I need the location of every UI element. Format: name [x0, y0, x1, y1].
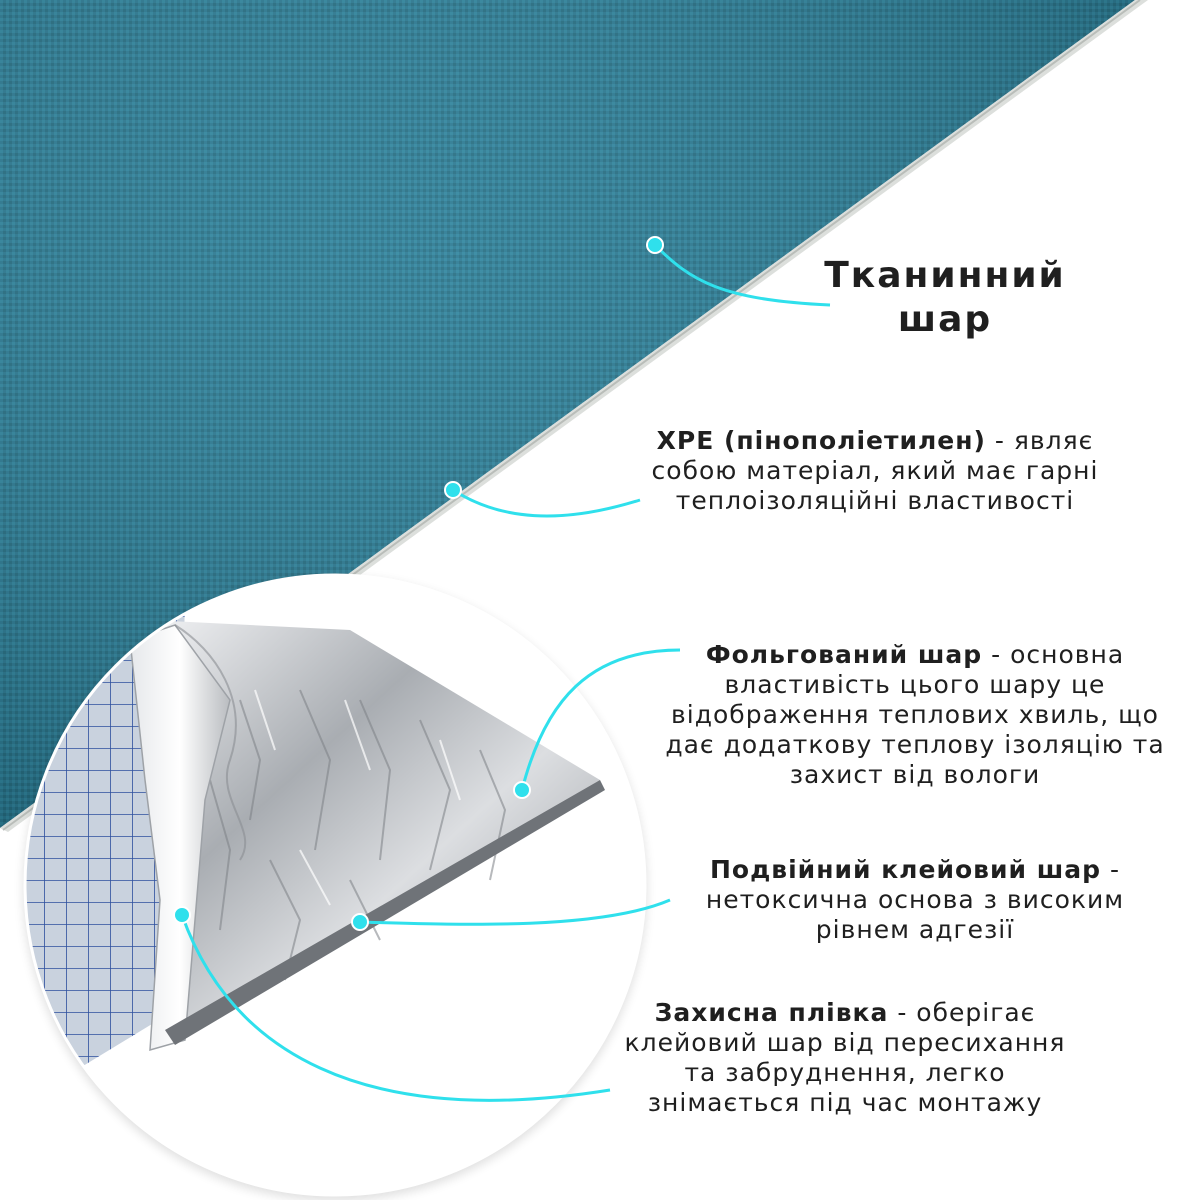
foil-layer-title: Фольгований шар [705, 640, 983, 669]
callout-line-xpe [453, 490, 640, 516]
xpe-layer-label [625, 426, 1125, 516]
callout-dot-foil [514, 782, 530, 798]
fabric-layer-label [800, 254, 1090, 342]
adhesive-layer-description: - нетоксична основа з високим рівнем адгезії [705, 855, 1125, 944]
fabric-layer-label-line2: шар [897, 299, 993, 340]
callout-dot-xpe [445, 482, 461, 498]
foil-inset-circle [23, 575, 647, 1200]
foil-layer-label [655, 640, 1175, 790]
xpe-layer-title: XPE (пінополіетилен) [656, 426, 986, 455]
callout-dot-film [174, 907, 190, 923]
protective-film-label [615, 998, 1075, 1118]
callout-dot-glue [352, 914, 368, 930]
callout-dot-fabric [647, 237, 663, 253]
xpe-layer-description: - являє собою матеріал, який має гарні теплоізоляційні властивості [651, 426, 1099, 515]
fabric-layer-label-line1: Тканинний [824, 255, 1066, 296]
adhesive-layer-label [680, 855, 1150, 945]
foil-layer-description: - основна властивість цього шару це відображення теплових хвиль, що дає додаткову теплову ізоляцію та захист від вологи [665, 640, 1165, 789]
protective-film-title: Захисна плівка [654, 998, 889, 1027]
protective-film-description: - оберігає клейовий шар від пересихання та забруднення, легко знімається під час монтажу [624, 998, 1066, 1117]
adhesive-layer-title: Подвійний клейовий шар [710, 855, 1102, 884]
